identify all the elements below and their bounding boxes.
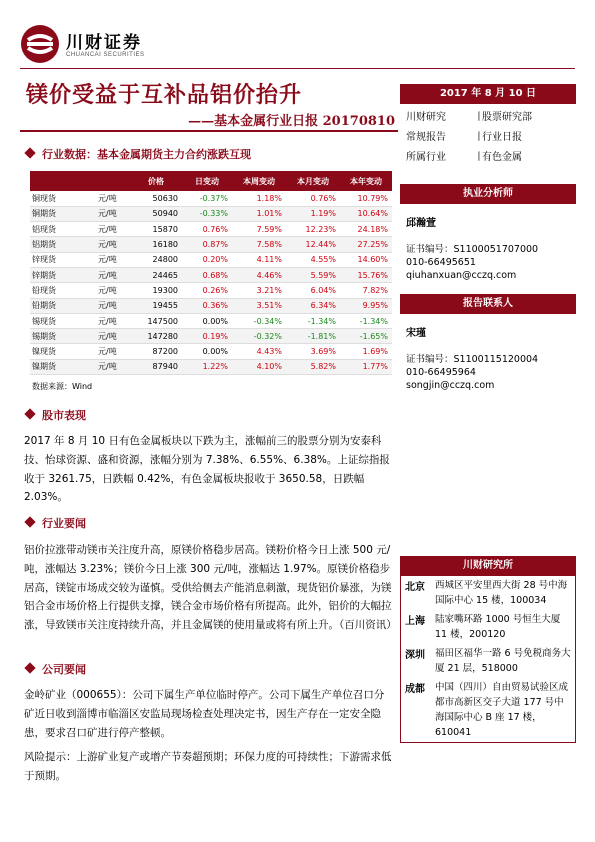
table-header-cell: 价格 xyxy=(130,171,182,191)
table-cell: 元/吨 xyxy=(92,313,130,328)
table-cell: 铝期货 xyxy=(30,237,92,252)
table-cell: 24800 xyxy=(130,252,182,267)
section-stock: 股市表现 xyxy=(26,407,86,423)
table-cell: 锡期货 xyxy=(30,329,92,344)
table-row xyxy=(30,267,392,282)
table-cell: 7.58% xyxy=(232,237,286,252)
table-row xyxy=(30,344,392,359)
table-cell: 元/吨 xyxy=(92,191,130,206)
analyst-email[interactable]: qiuhanxuan@cczq.com xyxy=(406,270,517,281)
office-item: 上海 陆家嘴环路 1000 号恒生大厦 11 楼，200120 xyxy=(405,614,561,640)
table-header-cell xyxy=(30,171,92,191)
table-cell: 147280 xyxy=(130,329,182,344)
research-heading: 川财研究所 xyxy=(400,556,576,576)
table-cell: 0.26% xyxy=(182,283,232,298)
table-cell: 15870 xyxy=(130,222,182,237)
sidebar-contact xyxy=(400,294,576,392)
sidebar-research xyxy=(400,556,576,743)
table-cell: 0.20% xyxy=(182,252,232,267)
section-news: 行业要闻 xyxy=(26,515,86,531)
metal-price-table xyxy=(30,171,392,375)
table-cell: 铝现货 xyxy=(30,222,92,237)
sidebar-analyst xyxy=(400,184,576,282)
table-cell: 87940 xyxy=(130,359,182,374)
brand-name-en: CHUANCAI SECURITIES xyxy=(66,52,145,58)
table-cell: 铜现货 xyxy=(30,191,92,206)
table-cell: -0.34% xyxy=(232,313,286,328)
table-cell: 元/吨 xyxy=(92,344,130,359)
diamond-bullet-icon xyxy=(24,662,35,673)
table-cell: 元/吨 xyxy=(92,206,130,221)
contact-heading: 报告联系人 xyxy=(400,294,576,314)
contact-name: 宋瑾 xyxy=(406,328,426,339)
table-cell: 3.51% xyxy=(232,298,286,313)
table-cell: 1.01% xyxy=(232,206,286,221)
meta-row: 川财研究 丨 股票研究部 xyxy=(406,112,532,123)
contact-cert: 证书编号：S1100115120004 xyxy=(406,354,539,365)
table-cell: 4.43% xyxy=(232,344,286,359)
table-cell: 24465 xyxy=(130,267,182,282)
table-source: 数据来源：Wind xyxy=(32,382,93,391)
table-cell: 铅现货 xyxy=(30,283,92,298)
table-cell: 0.68% xyxy=(182,267,232,282)
analyst-cert: 证书编号：S1100051707000 xyxy=(406,244,539,255)
table-row xyxy=(30,359,392,374)
table-cell: 镍期货 xyxy=(30,359,92,374)
table-cell: 87200 xyxy=(130,344,182,359)
report-date: 2017 年 8 月 10 日 xyxy=(400,84,576,104)
table-cell: 元/吨 xyxy=(92,329,130,344)
section-company: 公司要闻 xyxy=(26,661,86,677)
table-header-cell: 日变动 xyxy=(182,171,232,191)
table-cell: 15.76% xyxy=(340,267,392,282)
chuancai-logo-icon xyxy=(20,24,60,64)
table-cell: 4.55% xyxy=(286,252,340,267)
title-divider xyxy=(20,130,398,132)
company-paragraph: 金岭矿业（000655）：公司下属生产单位临时停产。公司下属生产单位召口分矿近日收到淄博市临淄区安监局现场检查处理决定书，因生产存在一定安全隐患，要求召口矿进行停产整顿。 xyxy=(24,689,385,739)
table-cell: 元/吨 xyxy=(92,222,130,237)
analyst-phone: 010-66495651 xyxy=(406,257,476,268)
risk-paragraph: 风险提示：上游矿业复产或增产节奏超预期；环保力度的可持续性；下游需求低于预期。 xyxy=(24,751,392,782)
news-paragraph: 铝价拉涨带动镁市关注度升高，原镁价格稳步居高。镁粉价格今日上涨 500 元/吨，涨幅达 3.23%；镁价今日上涨 300 元/吨，涨幅达 1.97%。原镁价格稳步居高，镁锭市场成交较为谨慎。受供给侧去产能消息刺激，现货铝价暴涨，为镁铝合金市场价格上行提供支撑，镁合金市场价格有所提高。此外，铝价的大幅拉涨，导致镁市关注度持续升高，并且金属镁的使用量或将有所上升。（百川资讯） xyxy=(24,544,397,632)
table-cell: 元/吨 xyxy=(92,283,130,298)
table-cell: 6.34% xyxy=(286,298,340,313)
brand-name-cn: 川财证券 xyxy=(66,33,142,53)
table-cell: 锌现货 xyxy=(30,252,92,267)
table-cell: -0.33% xyxy=(182,206,232,221)
meta-row: 常规报告 丨 行业日报 xyxy=(406,132,522,143)
table-cell: 6.04% xyxy=(286,283,340,298)
table-cell: 50630 xyxy=(130,191,182,206)
table-cell: 铅期货 xyxy=(30,298,92,313)
table-row xyxy=(30,206,392,221)
office-item: 北京 西城区平安里西大街 28 号中海国际中心 15 楼，100034 xyxy=(405,580,568,606)
table-cell: 1.69% xyxy=(340,344,392,359)
analyst-heading: 执业分析师 xyxy=(400,184,576,204)
table-cell: -1.34% xyxy=(340,313,392,328)
table-cell: 元/吨 xyxy=(92,252,130,267)
table-header-cell xyxy=(92,171,130,191)
table-header-cell: 本周变动 xyxy=(232,171,286,191)
table-cell: 0.00% xyxy=(182,313,232,328)
table-cell: 27.25% xyxy=(340,237,392,252)
table-cell: 19455 xyxy=(130,298,182,313)
table-cell: 0.76% xyxy=(286,191,340,206)
table-cell: 5.82% xyxy=(286,359,340,374)
table-cell: 元/吨 xyxy=(92,359,130,374)
table-cell: 147500 xyxy=(130,313,182,328)
table-cell: 锡现货 xyxy=(30,313,92,328)
table-cell: 铜期货 xyxy=(30,206,92,221)
table-cell: 3.69% xyxy=(286,344,340,359)
table-row xyxy=(30,298,392,313)
table-header-cell: 本月变动 xyxy=(286,171,340,191)
section-industry-data: 行业数据：基本金属期货主力合约涨跌互现 xyxy=(26,146,251,162)
table-cell: -0.37% xyxy=(182,191,232,206)
table-cell: 0.87% xyxy=(182,237,232,252)
table-cell: 9.95% xyxy=(340,298,392,313)
table-cell: -0.32% xyxy=(232,329,286,344)
table-cell: 镍现货 xyxy=(30,344,92,359)
diamond-bullet-icon xyxy=(24,147,35,158)
contact-email[interactable]: songjin@cczq.com xyxy=(406,380,495,391)
table-cell: 4.46% xyxy=(232,267,286,282)
table-cell: 10.79% xyxy=(340,191,392,206)
table-body xyxy=(30,191,392,375)
table-cell: -1.34% xyxy=(286,313,340,328)
table-row xyxy=(30,191,392,206)
table-cell: 5.59% xyxy=(286,267,340,282)
table-cell: 50940 xyxy=(130,206,182,221)
table-row xyxy=(30,329,392,344)
table-header-row xyxy=(30,171,392,191)
sidebar-meta xyxy=(400,84,576,168)
table-cell: 1.22% xyxy=(182,359,232,374)
office-item: 成都 中国（四川）自由贸易试验区成都市高新区交子大道 177 号中海国际中心 B 座 17 楼，610041 xyxy=(405,682,569,738)
report-subtitle: ——基本金属行业日报 20170810 xyxy=(188,114,395,129)
table-cell: 12.23% xyxy=(286,222,340,237)
table-cell: 3.21% xyxy=(232,283,286,298)
diamond-bullet-icon xyxy=(24,408,35,419)
table-cell: 14.60% xyxy=(340,252,392,267)
table-cell: 16180 xyxy=(130,237,182,252)
table-cell: 0.36% xyxy=(182,298,232,313)
table-row xyxy=(30,313,392,328)
table-cell: 7.59% xyxy=(232,222,286,237)
analyst-name: 邱瀚萱 xyxy=(406,218,436,229)
office-list xyxy=(400,576,576,743)
table-cell: 0.76% xyxy=(182,222,232,237)
table-cell: 10.64% xyxy=(340,206,392,221)
table-cell: 4.11% xyxy=(232,252,286,267)
table-cell: 1.19% xyxy=(286,206,340,221)
table-row xyxy=(30,237,392,252)
stock-paragraph: 2017 年 8 月 10 日有色金属板块以下跌为主，涨幅前三的股票分别为安泰科技、怡球资源、盛和资源，涨幅分别为 7.38%、6.55%、6.38%。上证综指报收于 3261.75，日跌幅 0.42%，有色金属板块报收于 3650.58，日跌幅 2.03%。 xyxy=(24,435,390,504)
contact-phone: 010-66495964 xyxy=(406,367,476,378)
table-row xyxy=(30,222,392,237)
office-item: 深圳 福田区福华一路 6 号免税商务大厦 21 层，518000 xyxy=(405,648,571,674)
table-cell: 19300 xyxy=(130,283,182,298)
table-cell: 0.19% xyxy=(182,329,232,344)
report-title: 镁价受益于互补品铝价抬升 xyxy=(26,82,303,108)
table-cell: 7.82% xyxy=(340,283,392,298)
table-cell: -1.81% xyxy=(286,329,340,344)
meta-row: 所属行业 丨 有色金属 xyxy=(406,152,522,163)
table-row xyxy=(30,283,392,298)
table-cell: 元/吨 xyxy=(92,267,130,282)
table-cell: 元/吨 xyxy=(92,298,130,313)
table-header-cell: 本年变动 xyxy=(340,171,392,191)
table-cell: -1.65% xyxy=(340,329,392,344)
header-divider xyxy=(20,68,575,69)
table-cell: 元/吨 xyxy=(92,237,130,252)
table-cell: 4.10% xyxy=(232,359,286,374)
table-row xyxy=(30,252,392,267)
diamond-bullet-icon xyxy=(24,516,35,527)
table-cell: 12.44% xyxy=(286,237,340,252)
table-cell: 0.00% xyxy=(182,344,232,359)
table-cell: 锌期货 xyxy=(30,267,92,282)
table-cell: 24.18% xyxy=(340,222,392,237)
table-cell: 1.77% xyxy=(340,359,392,374)
table-cell: 1.18% xyxy=(232,191,286,206)
